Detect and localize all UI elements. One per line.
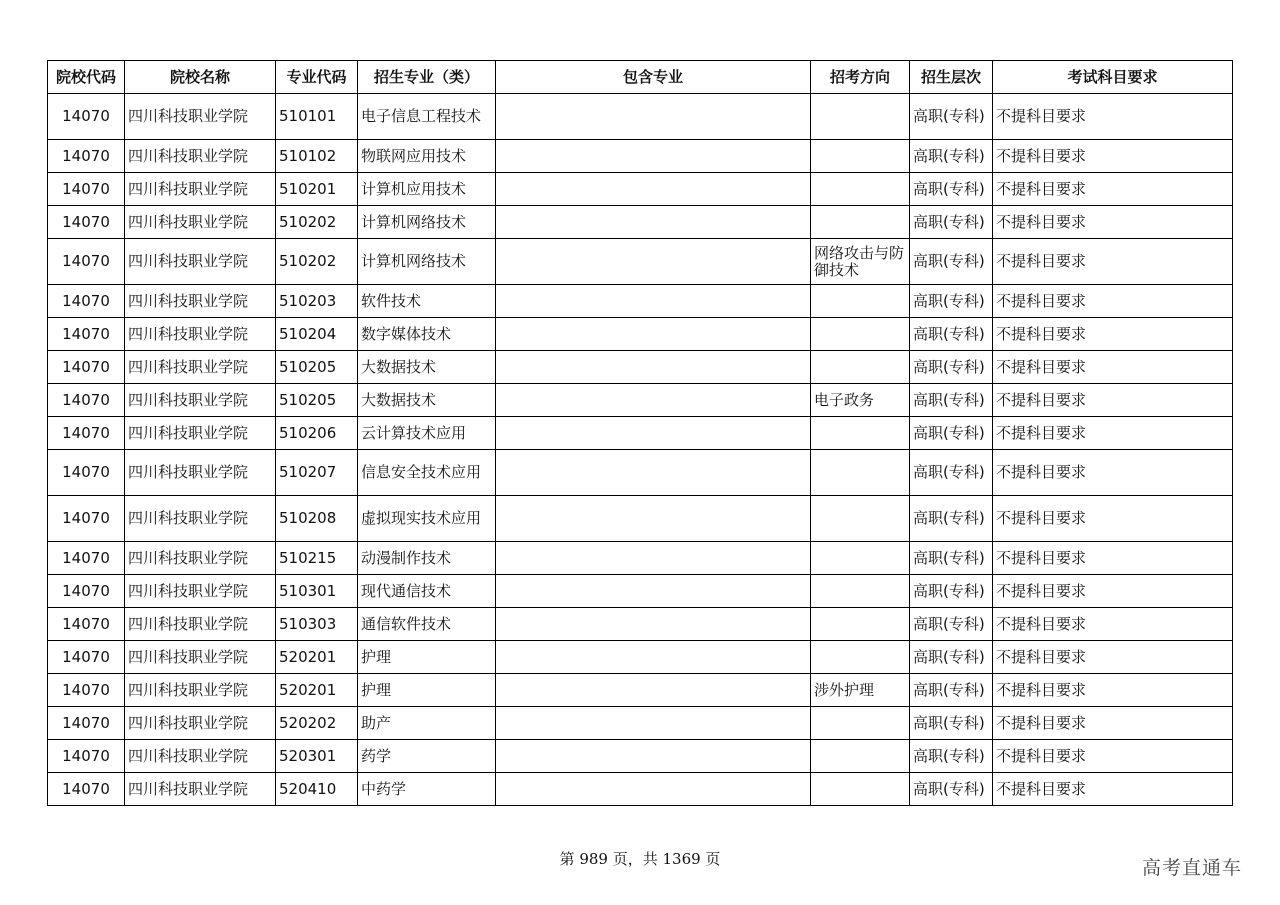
- school-name-cell: 四川科技职业学院: [125, 173, 276, 206]
- direction-cell: [811, 740, 910, 773]
- included-majors-cell: [496, 239, 811, 285]
- direction-cell: [811, 285, 910, 318]
- school-code-cell: 14070: [48, 318, 125, 351]
- school-name-cell: 四川科技职业学院: [125, 206, 276, 239]
- subject-requirement-cell: 不提科目要求: [993, 285, 1233, 318]
- header-direction: 招考方向: [811, 61, 910, 94]
- school-code-cell: 14070: [48, 496, 125, 542]
- school-code-cell: 14070: [48, 575, 125, 608]
- table-row: [48, 285, 1233, 318]
- direction-cell: [811, 575, 910, 608]
- major-code-cell: 520202: [276, 707, 358, 740]
- header-subject-requirement: 考试科目要求: [993, 61, 1233, 94]
- included-majors-cell: [496, 674, 811, 707]
- level-cell: 高职(专科): [910, 773, 993, 806]
- subject-requirement-cell: 不提科目要求: [993, 239, 1233, 285]
- direction-cell: [811, 351, 910, 384]
- included-majors-cell: [496, 351, 811, 384]
- table-row: [48, 542, 1233, 575]
- school-code-cell: 14070: [48, 351, 125, 384]
- direction-cell: 电子政务: [811, 384, 910, 417]
- school-name-cell: 四川科技职业学院: [125, 239, 276, 285]
- school-code-cell: 14070: [48, 94, 125, 140]
- direction-cell: [811, 641, 910, 674]
- major-code-cell: 510207: [276, 450, 358, 496]
- table-row: [48, 94, 1233, 140]
- major-name-cell: 电子信息工程技术: [358, 94, 496, 140]
- included-majors-cell: [496, 740, 811, 773]
- header-included-majors: 包含专业: [496, 61, 811, 94]
- major-name-cell: 中药学: [358, 773, 496, 806]
- major-code-cell: 520301: [276, 740, 358, 773]
- table-row: [48, 384, 1233, 417]
- major-name-cell: 现代通信技术: [358, 575, 496, 608]
- direction-cell: 涉外护理: [811, 674, 910, 707]
- header-school-code: 院校代码: [48, 61, 125, 94]
- subject-requirement-cell: 不提科目要求: [993, 575, 1233, 608]
- included-majors-cell: [496, 285, 811, 318]
- major-code-cell: 510201: [276, 173, 358, 206]
- included-majors-cell: [496, 707, 811, 740]
- table-row: [48, 450, 1233, 496]
- major-name-cell: 大数据技术: [358, 351, 496, 384]
- header-major-name: 招生专业（类）: [358, 61, 496, 94]
- subject-requirement-cell: 不提科目要求: [993, 707, 1233, 740]
- included-majors-cell: [496, 575, 811, 608]
- level-cell: 高职(专科): [910, 496, 993, 542]
- major-code-cell: 510203: [276, 285, 358, 318]
- level-cell: 高职(专科): [910, 239, 993, 285]
- major-name-cell: 云计算技术应用: [358, 417, 496, 450]
- subject-requirement-cell: 不提科目要求: [993, 351, 1233, 384]
- school-name-cell: 四川科技职业学院: [125, 351, 276, 384]
- school-code-cell: 14070: [48, 773, 125, 806]
- major-code-cell: 510205: [276, 351, 358, 384]
- header-major-code: 专业代码: [276, 61, 358, 94]
- included-majors-cell: [496, 773, 811, 806]
- subject-requirement-cell: 不提科目要求: [993, 384, 1233, 417]
- school-name-cell: 四川科技职业学院: [125, 542, 276, 575]
- major-name-cell: 动漫制作技术: [358, 542, 496, 575]
- direction-cell: [811, 318, 910, 351]
- table-row: [48, 417, 1233, 450]
- level-cell: 高职(专科): [910, 351, 993, 384]
- table-row: [48, 206, 1233, 239]
- major-code-cell: 510202: [276, 239, 358, 285]
- subject-requirement-cell: 不提科目要求: [993, 318, 1233, 351]
- school-name-cell: 四川科技职业学院: [125, 140, 276, 173]
- major-code-cell: 510208: [276, 496, 358, 542]
- school-name-cell: 四川科技职业学院: [125, 384, 276, 417]
- level-cell: 高职(专科): [910, 608, 993, 641]
- major-code-cell: 520201: [276, 641, 358, 674]
- level-cell: 高职(专科): [910, 542, 993, 575]
- table-row: [48, 674, 1233, 707]
- major-name-cell: 数字媒体技术: [358, 318, 496, 351]
- subject-requirement-cell: 不提科目要求: [993, 206, 1233, 239]
- major-name-cell: 信息安全技术应用: [358, 450, 496, 496]
- major-code-cell: 510205: [276, 384, 358, 417]
- level-cell: 高职(专科): [910, 94, 993, 140]
- direction-cell: [811, 707, 910, 740]
- included-majors-cell: [496, 542, 811, 575]
- header-level: 招生层次: [910, 61, 993, 94]
- school-name-cell: 四川科技职业学院: [125, 575, 276, 608]
- level-cell: 高职(专科): [910, 740, 993, 773]
- included-majors-cell: [496, 318, 811, 351]
- included-majors-cell: [496, 496, 811, 542]
- level-cell: 高职(专科): [910, 206, 993, 239]
- table-row: [48, 707, 1233, 740]
- level-cell: 高职(专科): [910, 384, 993, 417]
- school-code-cell: 14070: [48, 674, 125, 707]
- direction-cell: [811, 417, 910, 450]
- major-code-cell: 520410: [276, 773, 358, 806]
- level-cell: 高职(专科): [910, 318, 993, 351]
- major-code-cell: 510204: [276, 318, 358, 351]
- subject-requirement-cell: 不提科目要求: [993, 140, 1233, 173]
- table-row: [48, 608, 1233, 641]
- school-name-cell: 四川科技职业学院: [125, 608, 276, 641]
- school-code-cell: 14070: [48, 285, 125, 318]
- included-majors-cell: [496, 173, 811, 206]
- major-code-cell: 520201: [276, 674, 358, 707]
- table-row: [48, 140, 1233, 173]
- table-header-row: [48, 61, 1233, 94]
- major-name-cell: 物联网应用技术: [358, 140, 496, 173]
- major-name-cell: 药学: [358, 740, 496, 773]
- school-code-cell: 14070: [48, 384, 125, 417]
- level-cell: 高职(专科): [910, 707, 993, 740]
- school-code-cell: 14070: [48, 608, 125, 641]
- table-row: [48, 496, 1233, 542]
- level-cell: 高职(专科): [910, 641, 993, 674]
- subject-requirement-cell: 不提科目要求: [993, 450, 1233, 496]
- level-cell: 高职(专科): [910, 173, 993, 206]
- subject-requirement-cell: 不提科目要求: [993, 740, 1233, 773]
- table-row: [48, 351, 1233, 384]
- major-code-cell: 510215: [276, 542, 358, 575]
- watermark-logo-text: 高考直通车: [1142, 857, 1243, 879]
- direction-cell: [811, 542, 910, 575]
- subject-requirement-cell: 不提科目要求: [993, 773, 1233, 806]
- page-number: 第 989 页，共 1369 页: [559, 850, 721, 868]
- level-cell: 高职(专科): [910, 417, 993, 450]
- table-row: [48, 318, 1233, 351]
- direction-cell: 网络攻击与防御技术: [811, 239, 910, 285]
- included-majors-cell: [496, 608, 811, 641]
- level-cell: 高职(专科): [910, 575, 993, 608]
- school-name-cell: 四川科技职业学院: [125, 674, 276, 707]
- subject-requirement-cell: 不提科目要求: [993, 641, 1233, 674]
- major-name-cell: 计算机网络技术: [358, 239, 496, 285]
- school-code-cell: 14070: [48, 173, 125, 206]
- table-row: [48, 239, 1233, 285]
- school-code-cell: 14070: [48, 450, 125, 496]
- school-code-cell: 14070: [48, 542, 125, 575]
- school-name-cell: 四川科技职业学院: [125, 450, 276, 496]
- major-code-cell: 510303: [276, 608, 358, 641]
- school-name-cell: 四川科技职业学院: [125, 707, 276, 740]
- direction-cell: [811, 173, 910, 206]
- table-row: [48, 641, 1233, 674]
- table-row: [48, 773, 1233, 806]
- direction-cell: [811, 140, 910, 173]
- major-name-cell: 通信软件技术: [358, 608, 496, 641]
- included-majors-cell: [496, 206, 811, 239]
- subject-requirement-cell: 不提科目要求: [993, 173, 1233, 206]
- direction-cell: [811, 608, 910, 641]
- school-code-cell: 14070: [48, 740, 125, 773]
- major-code-cell: 510102: [276, 140, 358, 173]
- direction-cell: [811, 450, 910, 496]
- school-code-cell: 14070: [48, 707, 125, 740]
- subject-requirement-cell: 不提科目要求: [993, 608, 1233, 641]
- major-name-cell: 虚拟现实技术应用: [358, 496, 496, 542]
- school-name-cell: 四川科技职业学院: [125, 641, 276, 674]
- included-majors-cell: [496, 140, 811, 173]
- subject-requirement-cell: 不提科目要求: [993, 496, 1233, 542]
- included-majors-cell: [496, 641, 811, 674]
- school-name-cell: 四川科技职业学院: [125, 773, 276, 806]
- level-cell: 高职(专科): [910, 450, 993, 496]
- major-code-cell: 510301: [276, 575, 358, 608]
- table-row: [48, 740, 1233, 773]
- subject-requirement-cell: 不提科目要求: [993, 417, 1233, 450]
- school-code-cell: 14070: [48, 140, 125, 173]
- direction-cell: [811, 773, 910, 806]
- major-name-cell: 计算机应用技术: [358, 173, 496, 206]
- school-code-cell: 14070: [48, 239, 125, 285]
- major-code-cell: 510206: [276, 417, 358, 450]
- level-cell: 高职(专科): [910, 140, 993, 173]
- major-code-cell: 510202: [276, 206, 358, 239]
- header-school-name: 院校名称: [125, 61, 276, 94]
- school-code-cell: 14070: [48, 206, 125, 239]
- subject-requirement-cell: 不提科目要求: [993, 674, 1233, 707]
- level-cell: 高职(专科): [910, 674, 993, 707]
- school-name-cell: 四川科技职业学院: [125, 496, 276, 542]
- included-majors-cell: [496, 417, 811, 450]
- subject-requirement-cell: 不提科目要求: [993, 542, 1233, 575]
- subject-requirement-cell: 不提科目要求: [993, 94, 1233, 140]
- major-name-cell: 护理: [358, 641, 496, 674]
- table-row: [48, 575, 1233, 608]
- direction-cell: [811, 94, 910, 140]
- direction-cell: [811, 206, 910, 239]
- included-majors-cell: [496, 450, 811, 496]
- school-name-cell: 四川科技职业学院: [125, 94, 276, 140]
- admissions-table: [47, 60, 1233, 806]
- school-code-cell: 14070: [48, 417, 125, 450]
- table-row: [48, 173, 1233, 206]
- major-name-cell: 计算机网络技术: [358, 206, 496, 239]
- major-name-cell: 软件技术: [358, 285, 496, 318]
- school-name-cell: 四川科技职业学院: [125, 318, 276, 351]
- major-name-cell: 大数据技术: [358, 384, 496, 417]
- included-majors-cell: [496, 384, 811, 417]
- major-name-cell: 助产: [358, 707, 496, 740]
- included-majors-cell: [496, 94, 811, 140]
- major-name-cell: 护理: [358, 674, 496, 707]
- school-name-cell: 四川科技职业学院: [125, 285, 276, 318]
- direction-cell: [811, 496, 910, 542]
- level-cell: 高职(专科): [910, 285, 993, 318]
- school-name-cell: 四川科技职业学院: [125, 417, 276, 450]
- school-code-cell: 14070: [48, 641, 125, 674]
- major-code-cell: 510101: [276, 94, 358, 140]
- school-name-cell: 四川科技职业学院: [125, 740, 276, 773]
